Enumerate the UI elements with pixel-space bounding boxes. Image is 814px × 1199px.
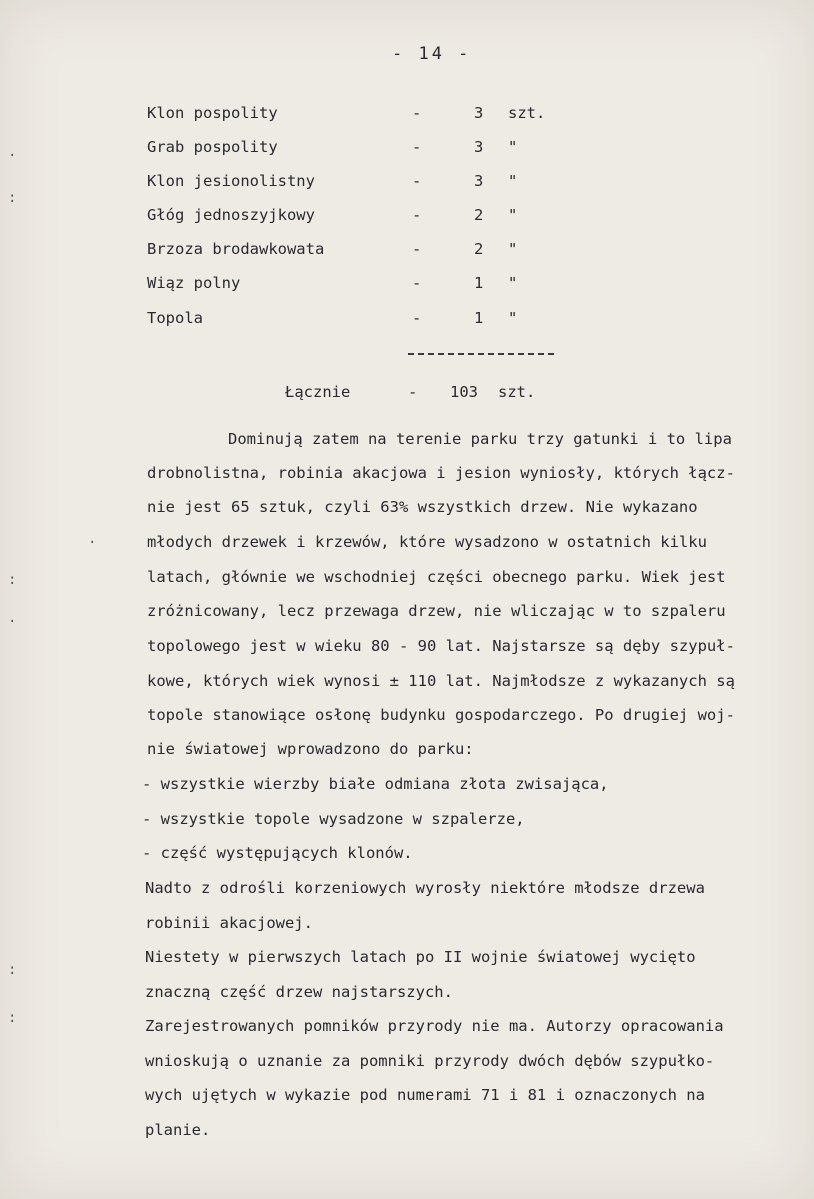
text-line: planie. bbox=[145, 1121, 211, 1139]
text-line: nie jest 65 sztuk, czyli 63% wszystkich drzew. Nie wykazano bbox=[147, 498, 698, 516]
species-row bbox=[0, 104, 814, 130]
text-line: - część występujących klonów. bbox=[142, 844, 413, 862]
margin-dot-mark: · bbox=[88, 535, 97, 551]
species-unit: " bbox=[508, 172, 518, 190]
species-count: 1 bbox=[474, 309, 484, 327]
species-count: 3 bbox=[474, 138, 484, 156]
species-dash: - bbox=[412, 309, 422, 327]
species-dash: - bbox=[412, 172, 422, 190]
species-dash: - bbox=[412, 138, 422, 156]
text-line: młodych drzewek i krzewów, które wysadzono w ostatnich kilku bbox=[147, 533, 707, 551]
species-name: Wiąz polny bbox=[147, 274, 241, 292]
text-line: drobnolistna, robinia akacjowa i jesion wyniosły, których łącz- bbox=[147, 464, 735, 482]
species-count: 1 bbox=[474, 274, 484, 292]
species-count: 3 bbox=[474, 172, 484, 190]
margin-dot-mark: · bbox=[8, 148, 17, 164]
species-name: Klon pospolity bbox=[147, 104, 278, 122]
text-line: zróżnicowany, lecz przewaga drzew, nie wliczając w to szpaleru bbox=[147, 602, 726, 620]
species-count: 3 bbox=[474, 104, 484, 122]
species-unit: " bbox=[508, 240, 518, 258]
species-name: Klon jesionolistny bbox=[147, 172, 315, 190]
species-dash: - bbox=[412, 104, 422, 122]
species-unit: " bbox=[508, 309, 518, 327]
species-row bbox=[0, 206, 814, 232]
text-line: topolowego jest w wieku 80 - 90 lat. Najstarsze są dęby szypuł- bbox=[147, 637, 735, 655]
species-unit: " bbox=[508, 138, 518, 156]
text-line: latach, głównie we wschodniej części obecnego parku. Wiek jest bbox=[147, 568, 726, 586]
text-line: wnioskują o uznanie za pomniki przyrody dwóch dębów szypułko- bbox=[145, 1052, 715, 1070]
text-line: - wszystkie topole wysadzone w szpalerze, bbox=[142, 810, 525, 828]
species-row bbox=[0, 172, 814, 198]
total-label: Łącznie bbox=[285, 383, 351, 401]
text-line: topole stanowiące osłonę budynku gospodarczego. Po drugiej woj- bbox=[147, 706, 735, 724]
text-line: Dominują zatem na terenie parku trzy gatunki i to lipa bbox=[228, 430, 732, 448]
text-line: Nadto z odrośli korzeniowych wyrosły niektóre młodsze drzewa bbox=[145, 879, 705, 897]
text-line: znaczną część drzew najstarszych. bbox=[145, 983, 453, 1001]
margin-dot-mark: : bbox=[8, 190, 17, 206]
total-unit: szt. bbox=[498, 383, 536, 401]
margin-dot-mark: : bbox=[8, 962, 17, 978]
text-line: Niestety w pierwszych latach po II wojnie światowej wycięto bbox=[145, 948, 696, 966]
text-line: Zarejestrowanych pomników przyrody nie ma. Autorzy opracowania bbox=[145, 1017, 724, 1035]
species-count: 2 bbox=[474, 206, 484, 224]
total-dash: - bbox=[408, 383, 418, 401]
species-row bbox=[0, 240, 814, 266]
species-count: 2 bbox=[474, 240, 484, 258]
text-line: kowe, których wiek wynosi ± 110 lat. Najmłodsze z wykazanych są bbox=[147, 672, 735, 690]
species-dash: - bbox=[412, 240, 422, 258]
species-dash: - bbox=[412, 274, 422, 292]
margin-dot-mark: : bbox=[8, 1010, 17, 1026]
species-row bbox=[0, 309, 814, 335]
text-line: wych ujętych w wykazie pod numerami 71 i 81 i oznaczonych na bbox=[145, 1086, 705, 1104]
species-name: Grab pospolity bbox=[147, 138, 278, 156]
text-line: - wszystkie wierzby białe odmiana złota zwisająca, bbox=[142, 775, 609, 793]
page-number: - 14 - bbox=[392, 44, 472, 64]
sum-divider bbox=[408, 353, 554, 355]
species-name: Topola bbox=[147, 309, 203, 327]
species-row bbox=[0, 138, 814, 164]
species-name: Brzoza brodawkowata bbox=[147, 240, 325, 258]
total-value: 103 bbox=[450, 383, 478, 401]
species-unit: " bbox=[508, 274, 518, 292]
margin-dot-mark: : bbox=[8, 572, 17, 588]
text-line: nie światowej wprowadzono do parku: bbox=[147, 740, 474, 758]
species-unit: " bbox=[508, 206, 518, 224]
margin-dot-mark: · bbox=[8, 614, 17, 630]
species-name: Głóg jednoszyjkowy bbox=[147, 206, 315, 224]
species-dash: - bbox=[412, 206, 422, 224]
text-line: robinii akacjowej. bbox=[145, 914, 313, 932]
species-unit: szt. bbox=[508, 104, 546, 122]
species-row bbox=[0, 274, 814, 300]
